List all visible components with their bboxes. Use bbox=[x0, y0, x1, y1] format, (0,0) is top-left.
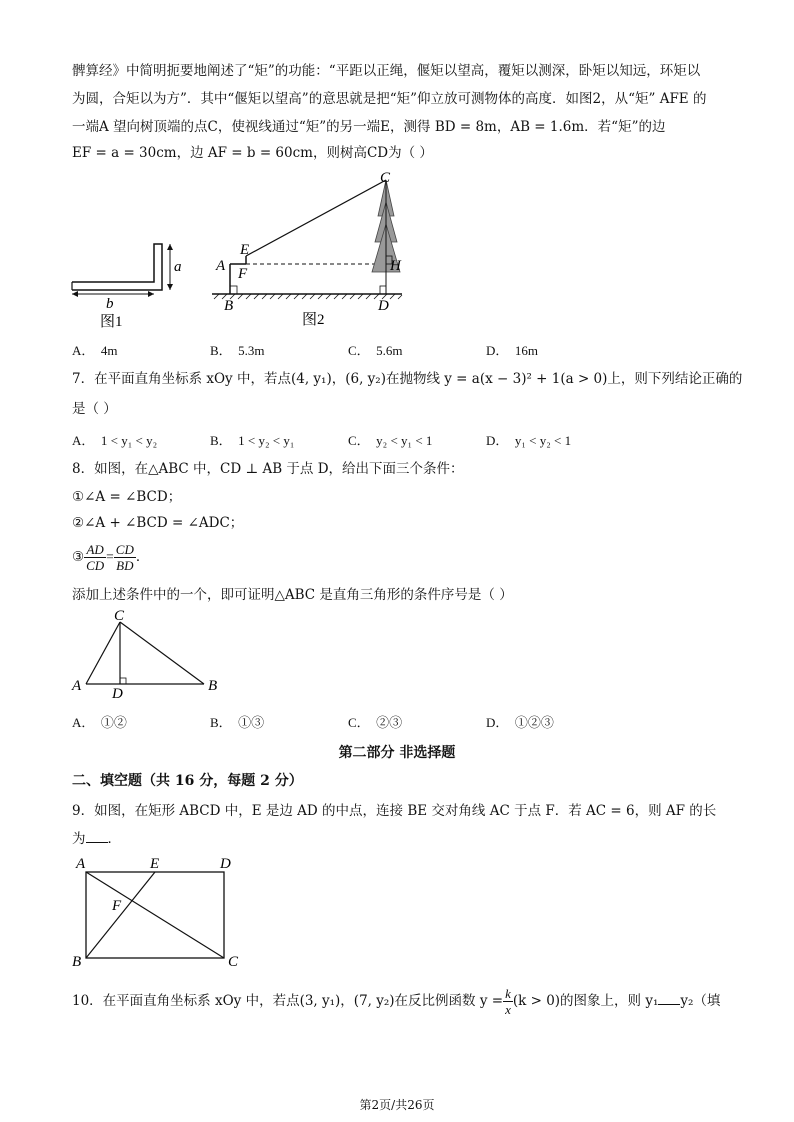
fig2-label-B: B bbox=[224, 298, 234, 314]
q7-option-c: C． y₂ < y₁ < 1 bbox=[348, 433, 433, 448]
q9-fig-label-E: E bbox=[150, 856, 160, 872]
fig2-label-F: F bbox=[238, 266, 248, 282]
q7-text-line1: 7．在平面直角坐标系 xOy 中，若点(4, y₁)，(6, y₂)在抛物线 y = a(x − 3)² + 1(a > 0)上，则下列结论正确的 bbox=[72, 371, 743, 387]
q6-text-line4: EF = a = 30cm，边 AF = b = 60cm，则树高CD为（ ） bbox=[72, 145, 433, 161]
q7-option-d: D． y₁ < y₂ < 1 bbox=[486, 433, 572, 448]
q9-fig-label-C: C bbox=[228, 954, 239, 970]
fig1-caption: 图1 bbox=[100, 314, 123, 330]
q8-fig-label-A: A bbox=[72, 678, 82, 694]
q8-option-b: B． ①③ bbox=[210, 715, 265, 730]
fig2-label-C: C bbox=[380, 170, 391, 186]
q8-option-a: A． ①② bbox=[72, 715, 127, 730]
q10-text-line1: 10．在平面直角坐标系 xOy 中，若点(3, y₁)，(7, y₂)在反比例函数 y = $\frac{k}{x}$ (k > 0)的图象上，则 y₁ y₂（填 bbox=[72, 986, 721, 1017]
fig2-label-A: A bbox=[216, 258, 226, 274]
q6-option-c: C． 5.6m bbox=[348, 343, 403, 358]
fig2-label-D: D bbox=[378, 298, 389, 314]
q6-text-line1: 髀算经》中简明扼要地阐述了“矩”的功能：“平距以正绳，偃矩以望高，覆矩以测深，卧矩以知远，环矩以 bbox=[72, 63, 701, 79]
q6-text-line3: 一端A 望向树顶端的点C，使视线通过“矩”的另一端E，测得 BD = 8m，AB = 1.6m．若“矩”的边 bbox=[72, 119, 666, 135]
q10-answer-blank bbox=[658, 992, 680, 1005]
fig1-label-b: b bbox=[106, 296, 114, 312]
q9-fig-label-A: A bbox=[76, 856, 86, 872]
q7-option-b: B． 1 < y₂ < y₁ bbox=[210, 433, 295, 448]
q8-fig-label-B: B bbox=[208, 678, 218, 694]
q8-fig-label-C: C bbox=[114, 608, 125, 624]
q7-text-line2: 是（ ） bbox=[72, 401, 117, 417]
q8-condition-1: ①∠A = ∠BCD； bbox=[72, 489, 182, 505]
q9-text-line1: 9．如图，在矩形 ABCD 中，E 是边 AD 的中点，连接 BE 交对角线 AC 于点 F．若 AC = 6，则 AF 的长 bbox=[72, 803, 717, 819]
q9-text-line2: 为 ． bbox=[72, 831, 121, 847]
section2-title: 二、填空题（共 16 分，每题 2 分） bbox=[72, 773, 303, 789]
fig2-caption: 图2 bbox=[302, 312, 325, 328]
q9-figure bbox=[66, 852, 256, 970]
q6-option-d: D． 16m bbox=[486, 343, 539, 358]
q8-option-d: D． ①②③ bbox=[486, 715, 554, 730]
q6-text-line2: 为圆，合矩以为方”．其中“偃矩以望高”的意思就是把“矩”仰立放可测物体的高度．如图2，从“矩” AFE 的 bbox=[72, 91, 707, 107]
fig2-label-E: E bbox=[240, 242, 250, 258]
q6-option-a: A． 4m bbox=[72, 343, 118, 358]
q8-text-add: 添加上述条件中的一个，即可证明△ABC 是直角三角形的条件序号是（ ） bbox=[72, 587, 513, 603]
q8-text-line1: 8．如图，在△ABC 中，CD ⊥ AB 于点 D，给出下面三个条件： bbox=[72, 461, 464, 477]
q7-option-a: A． 1 < y₁ < y₂ bbox=[72, 433, 158, 448]
q8-figure bbox=[66, 608, 226, 700]
q8-fig-label-D: D bbox=[112, 686, 123, 700]
q6-figure1 bbox=[60, 236, 190, 336]
page-footer: 第2页/共26页 bbox=[359, 1098, 435, 1112]
q9-answer-blank bbox=[86, 830, 108, 843]
q6-option-b: B． 5.3m bbox=[210, 343, 265, 358]
fig1-label-a: a bbox=[174, 259, 182, 275]
fig2-label-H: H bbox=[390, 258, 401, 274]
q9-fig-label-D: D bbox=[220, 856, 231, 872]
q6-figure2 bbox=[210, 168, 410, 330]
q8-condition-2: ②∠A + ∠BCD = ∠ADC； bbox=[72, 515, 244, 531]
part2-title: 第二部分 非选择题 bbox=[338, 745, 456, 761]
q9-fig-label-B: B bbox=[72, 954, 82, 970]
q9-fig-label-F: F bbox=[112, 898, 122, 914]
q8-condition-3: ③ $\frac{AD}{CD}$ = $\frac{CD}{BD}$ ． bbox=[72, 542, 150, 573]
q8-option-c: C． ②③ bbox=[348, 715, 403, 730]
